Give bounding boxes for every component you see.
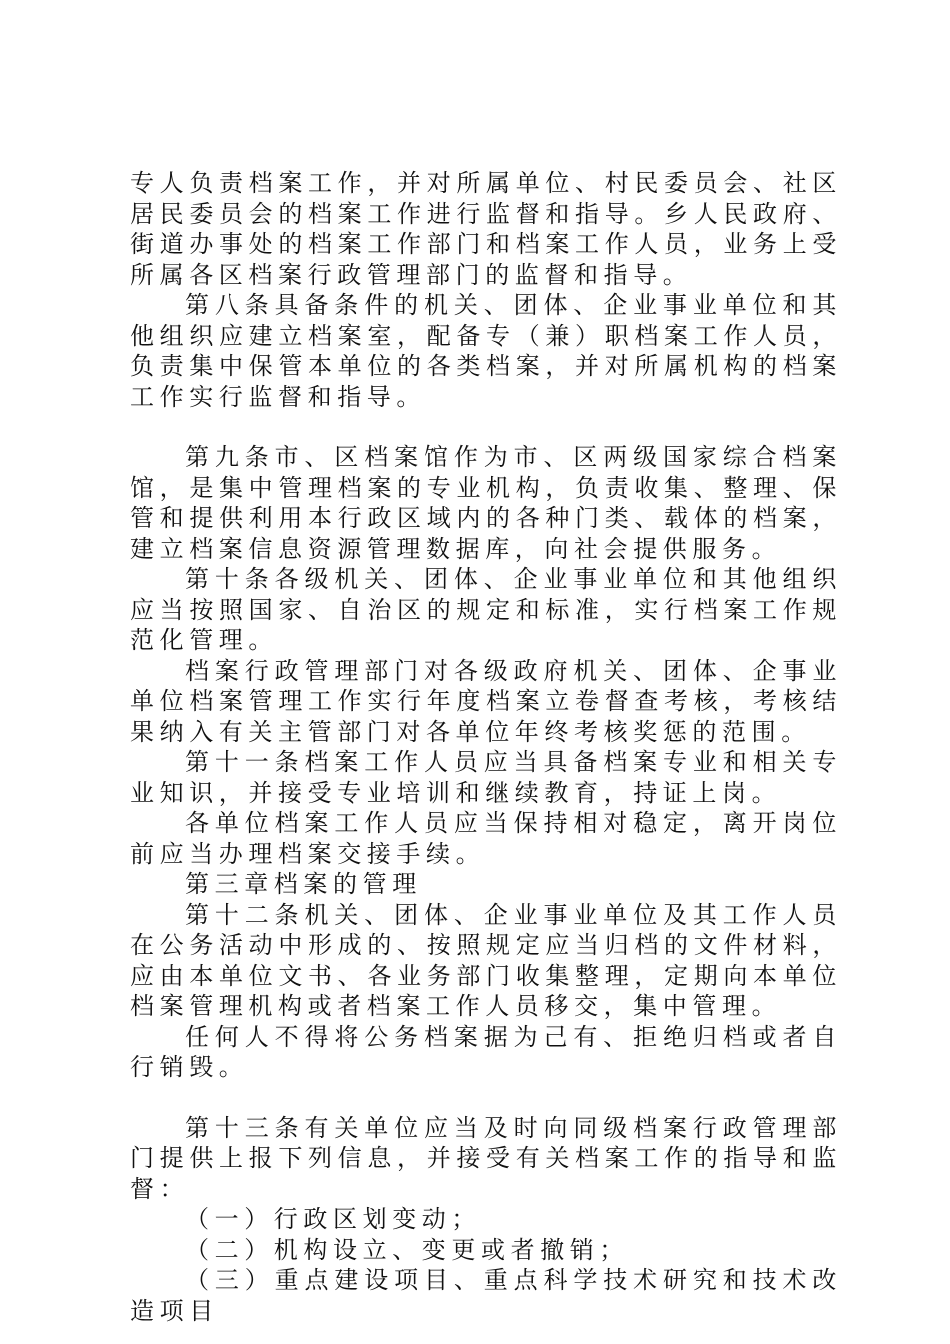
list-item: （三）重点建设项目、重点科学技术研究和技术改造项目 [130, 1266, 842, 1325]
paragraph-gap [130, 1083, 842, 1113]
paragraph-no-private-retention: 任何人不得将公务档案据为己有、拒绝归档或者自行销毁。 [130, 1022, 842, 1081]
paragraph-article-13: 第十三条有关单位应当及时向同级档案行政管理部门提供上报下列信息，并接受有关档案工作的指导和监督： [130, 1113, 842, 1203]
paragraph-article-9: 第九条市、区档案馆作为市、区两级国家综合档案馆，是集中管理档案的专业机构，负责收集、整理、保管和提供利用本行政区域内的各种门类、载体的档案，建立档案信息资源管理数据库，向社会提供服务。 [130, 443, 842, 563]
paragraph-gap [130, 412, 842, 442]
paragraph-oversight: 专人负责档案工作，并对所属单位、村民委员会、社区居民委员会的档案工作进行监督和指导。乡人民政府、街道办事处的档案工作部门和档案工作人员，业务上受所属各区档案行政管理部门的监督和指导。 [130, 169, 842, 289]
paragraph-article-10: 第十条各级机关、团体、企业事业单位和其他组织应当按照国家、自治区的规定和标准，实行档案工作规范化管理。 [130, 565, 842, 654]
list-item: （二）机构设立、变更或者撤销； [185, 1235, 629, 1264]
paragraph-staff-stability: 各单位档案工作人员应当保持相对稳定，离开岗位前应当办理档案交接手续。 [130, 809, 842, 868]
paragraph-article-11: 第十一条档案工作人员应当具备档案专业和相关专业知识，并接受专业培训和继续教育，持证上岗。 [130, 748, 842, 807]
paragraph-annual-review: 档案行政管理部门对各级政府机关、团体、企事业单位档案管理工作实行年度档案立卷督查考核，考核结果纳入有关主管部门对各单位年终考核奖惩的范围。 [130, 656, 842, 746]
paragraph-article-12: 第十二条机关、团体、企业事业单位及其工作人员在公务活动中形成的、按照规定应当归档的文件材料，应由本单位文书、各业务部门收集整理，定期向本单位档案管理机构或者档案工作人员移交，集中管理。 [130, 900, 842, 1020]
document-body [130, 168, 842, 1326]
chapter-heading: 第三章档案的管理 [185, 870, 422, 898]
paragraph-article-8: 第八条具备条件的机关、团体、企业事业单位和其他组织应建立档案室，配备专（兼）职档案工作人员，负责集中保管本单位的各类档案，并对所属机构的档案工作实行监督和指导。 [130, 291, 842, 411]
list-item: （一）行政区划变动； [185, 1205, 481, 1233]
